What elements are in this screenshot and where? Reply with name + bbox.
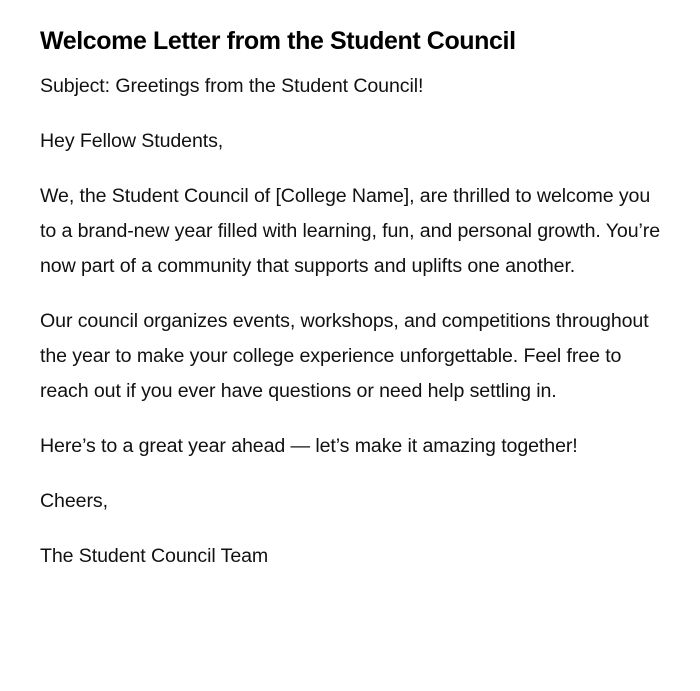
signature: The Student Council Team [40, 545, 269, 567]
body-paragraph-cheer: Here’s to a great year ahead — let’s make it amazing together! [40, 435, 578, 457]
body-paragraph-intro: We, the Student Council of [College Name], are thrilled to welcome you to a brand-new year filled with learning, fun, and personal growth. You’re now part of a community that supports and uplifts one another. [40, 185, 660, 277]
closing: Cheers, [40, 490, 108, 512]
greeting: Hey Fellow Students, [40, 130, 224, 152]
body-paragraph-events: Our council organizes events, workshops, and competitions throughout the year to make your college experience unforgettable. Feel free to reach out if you ever have questions or need help settling in. [40, 310, 649, 402]
subject-line: Subject: Greetings from the Student Council! [40, 75, 424, 97]
document-title: Welcome Letter from the Student Council [40, 27, 516, 55]
